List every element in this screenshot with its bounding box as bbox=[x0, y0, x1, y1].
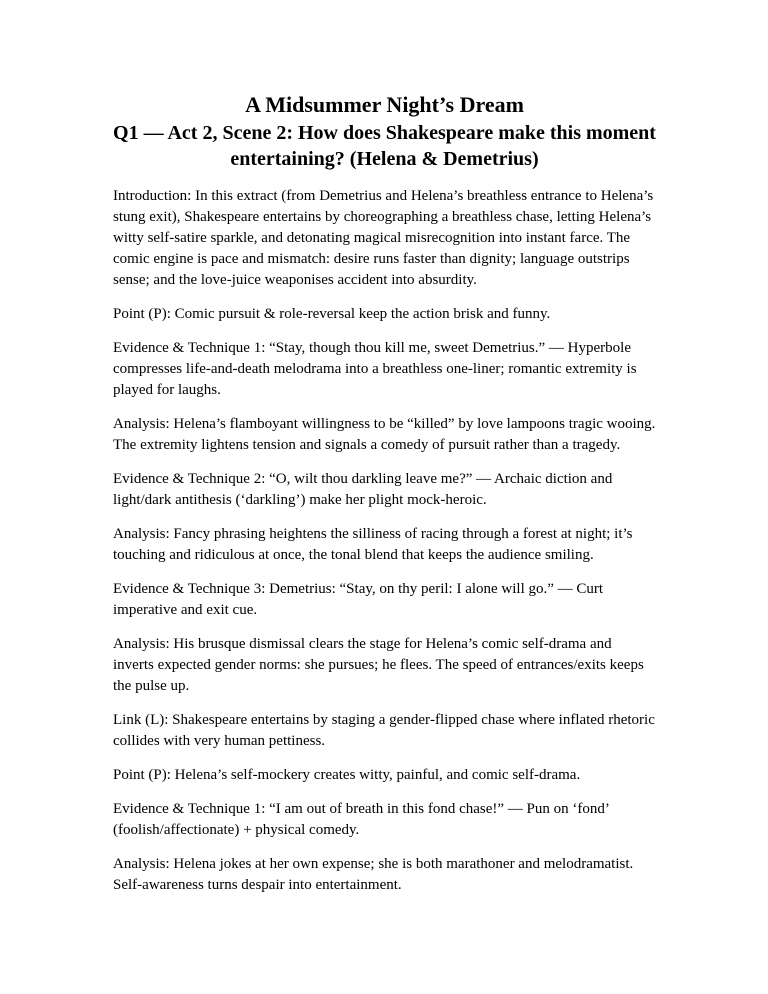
paragraph-analysis-1: Analysis: Helena’s flamboyant willingness to be “killed” by love lampoons tragic wooing. The extremity lightens tension and signals a comedy of pursuit rather than a tragedy. bbox=[113, 416, 656, 453]
paragraph-link: Link (L): Shakespeare entertains by staging a gender‑flipped chase where inflated rhetoric collides with very human pettiness. bbox=[113, 712, 655, 749]
paragraph-evidence-2: Evidence & Technique 2: “O, wilt thou darkling leave me?” — Archaic diction and light/dark antithesis (‘darkling’) make her plight mock‑heroic. bbox=[113, 471, 613, 508]
document-subtitle: Q1 — Act 2, Scene 2: How does Shakespeare make this moment entertaining? (Helena & Demetrius) bbox=[113, 122, 656, 170]
paragraph-evidence-3: Evidence & Technique 3: Demetrius: “Stay, on thy peril: I alone will go.” — Curt imperative and exit cue. bbox=[113, 581, 604, 618]
paragraph-evidence-4: Evidence & Technique 1: “I am out of breath in this fond chase!” — Pun on ‘fond’ (foolish/affectionate) + physical comedy. bbox=[113, 801, 609, 838]
paragraph-point-1: Point (P): Comic pursuit & role-reversal keep the action brisk and funny. bbox=[113, 306, 551, 322]
paragraph-analysis-3: Analysis: His brusque dismissal clears the stage for Helena’s comic self‑drama and inverts expected gender norms: she pursues; he flees. The speed of entrances/exits keeps the pulse up. bbox=[113, 636, 644, 694]
document-title: A Midsummer Night’s Dream bbox=[245, 92, 524, 117]
paragraph-introduction: Introduction: In this extract (from Demetrius and Helena’s breathless entrance to Helena’s stung exit), Shakespeare entertains by choreographing a breathless chase, letting Helena’s witty self-satire sparkle, and detonating magical misrecognition into instant farce. The comic engine is pace and mismatch: desire runs faster than dignity; language outstrips sense; and the love-juice weaponises accident into absurdity. bbox=[113, 188, 654, 288]
paragraph-evidence-1: Evidence & Technique 1: “Stay, though thou kill me, sweet Demetrius.” — Hyperbole compresses life‑and‑death melodrama into a breathless one‑liner; romantic extremity is played for laughs. bbox=[113, 340, 637, 398]
paragraph-point-2: Point (P): Helena’s self‑mockery creates witty, painful, and comic self‑drama. bbox=[113, 767, 581, 783]
paragraph-analysis-2: Analysis: Fancy phrasing heightens the silliness of racing through a forest at night; it’s touching and ridiculous at once, the tonal blend that keeps the audience smiling. bbox=[113, 526, 633, 563]
paragraph-analysis-4: Analysis: Helena jokes at her own expense; she is both marathoner and melodramatist. Self‑awareness turns despair into entertainment. bbox=[113, 856, 634, 893]
